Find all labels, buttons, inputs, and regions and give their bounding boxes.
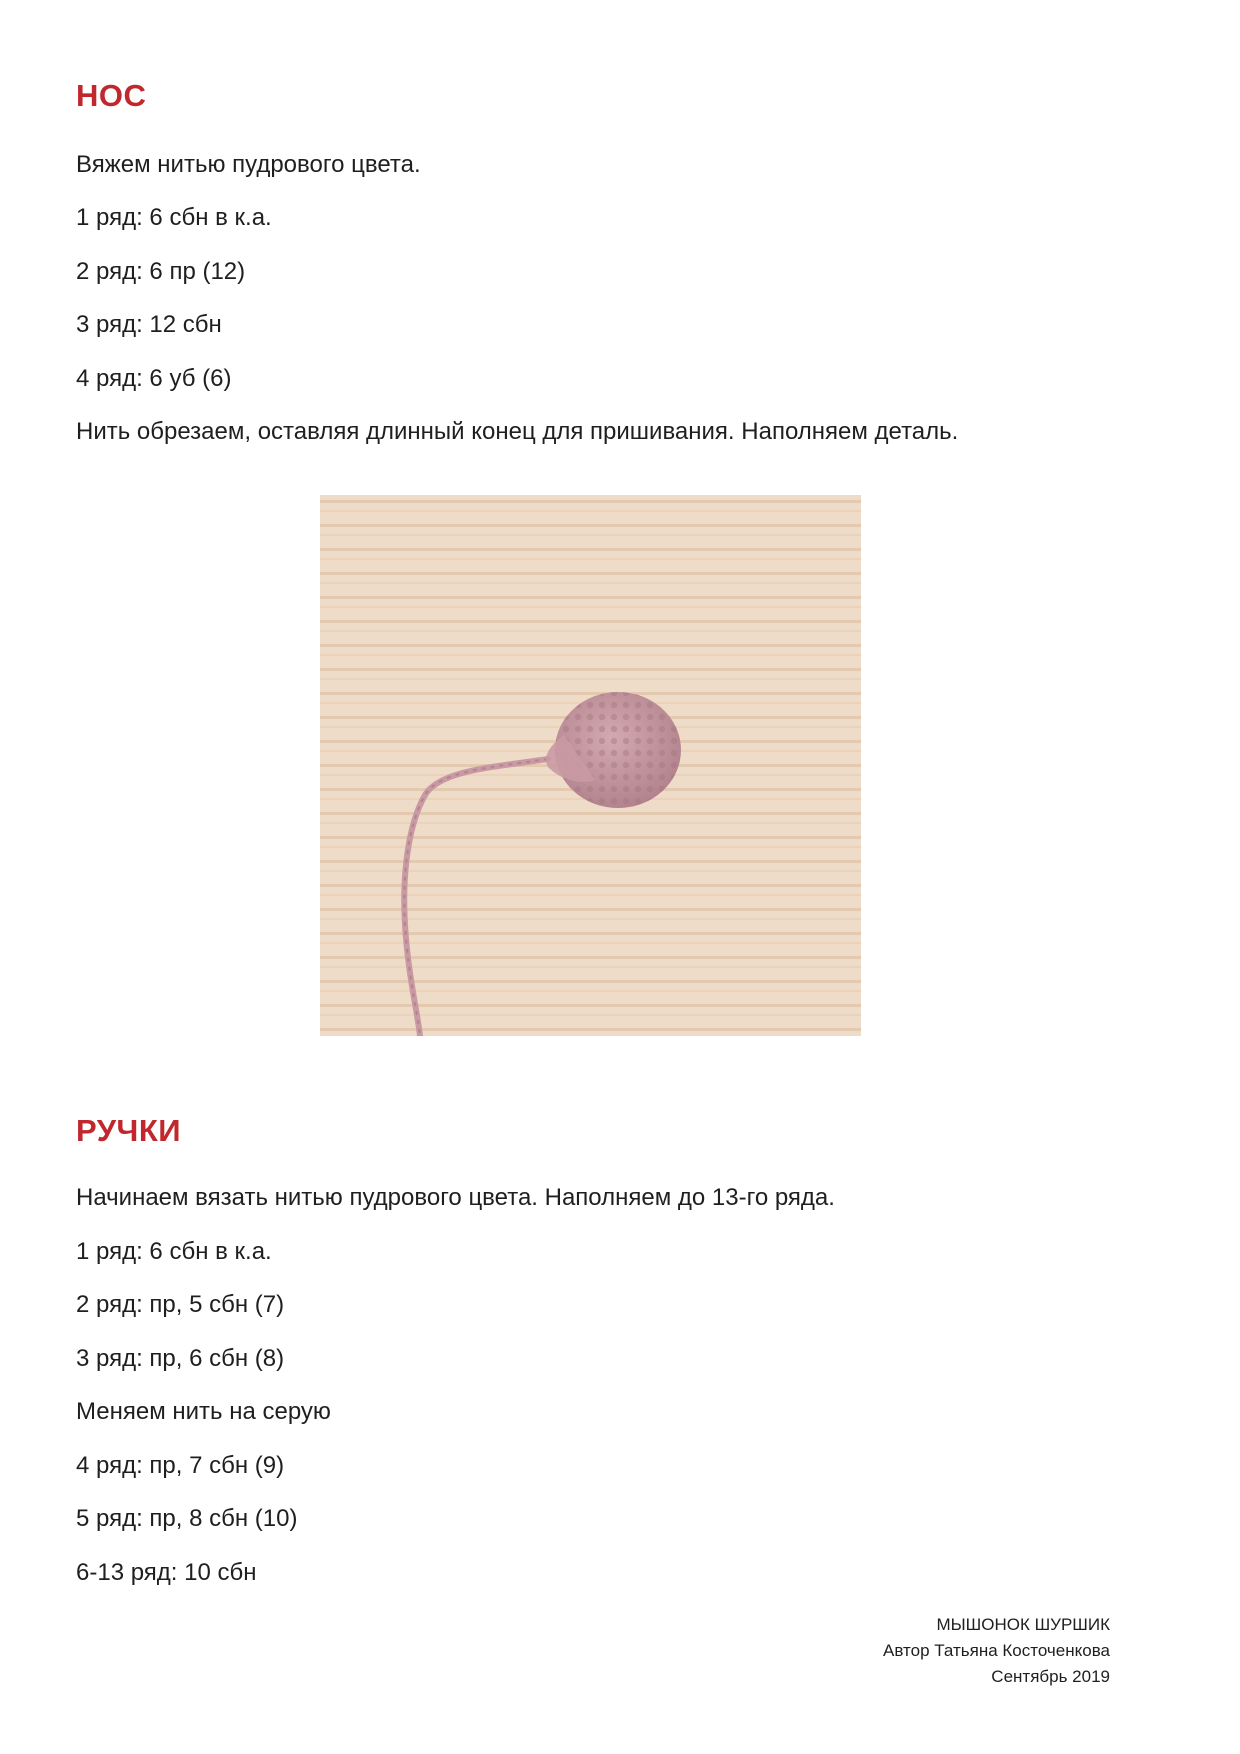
page-footer [883,1612,1110,1690]
footer-date: Сентябрь 2019 [991,1667,1110,1686]
instruction-line: 4 ряд: пр, 7 сбн (9) [76,1452,285,1479]
instruction-line: 2 ряд: 6 пр (12) [76,258,246,285]
crochet-nose-photo [320,495,861,1036]
instruction-line: Вяжем нитью пудрового цвета. [76,151,421,178]
instruction-line: 3 ряд: 12 сбн [76,311,222,338]
instruction-line: Начинаем вязать нитью пудрового цвета. Наполняем до 13-го ряда. [76,1184,835,1211]
instruction-line: 4 ряд: 6 уб (6) [76,365,232,392]
instruction-line: 3 ряд: пр, 6 сбн (8) [76,1345,285,1372]
instruction-line: 1 ряд: 6 сбн в к.а. [76,1238,272,1265]
footer-author: Автор Татьяна Косточенкова [883,1641,1110,1660]
instruction-line: 2 ряд: пр, 5 сбн (7) [76,1291,285,1318]
instruction-line: Меняем нить на серую [76,1398,331,1425]
footer-title: МЫШОНОК ШУРШИК [936,1615,1110,1634]
instruction-line: Нить обрезаем, оставляя длинный конец для пришивания. Наполняем деталь. [76,418,959,445]
section-title-nose: НОС [76,78,147,113]
instruction-line: 6-13 ряд: 10 сбн [76,1559,257,1586]
section-title-arms: РУЧКИ [76,1113,182,1148]
instruction-line: 5 ряд: пр, 8 сбн (10) [76,1505,298,1532]
instruction-line: 1 ряд: 6 сбн в к.а. [76,204,272,231]
